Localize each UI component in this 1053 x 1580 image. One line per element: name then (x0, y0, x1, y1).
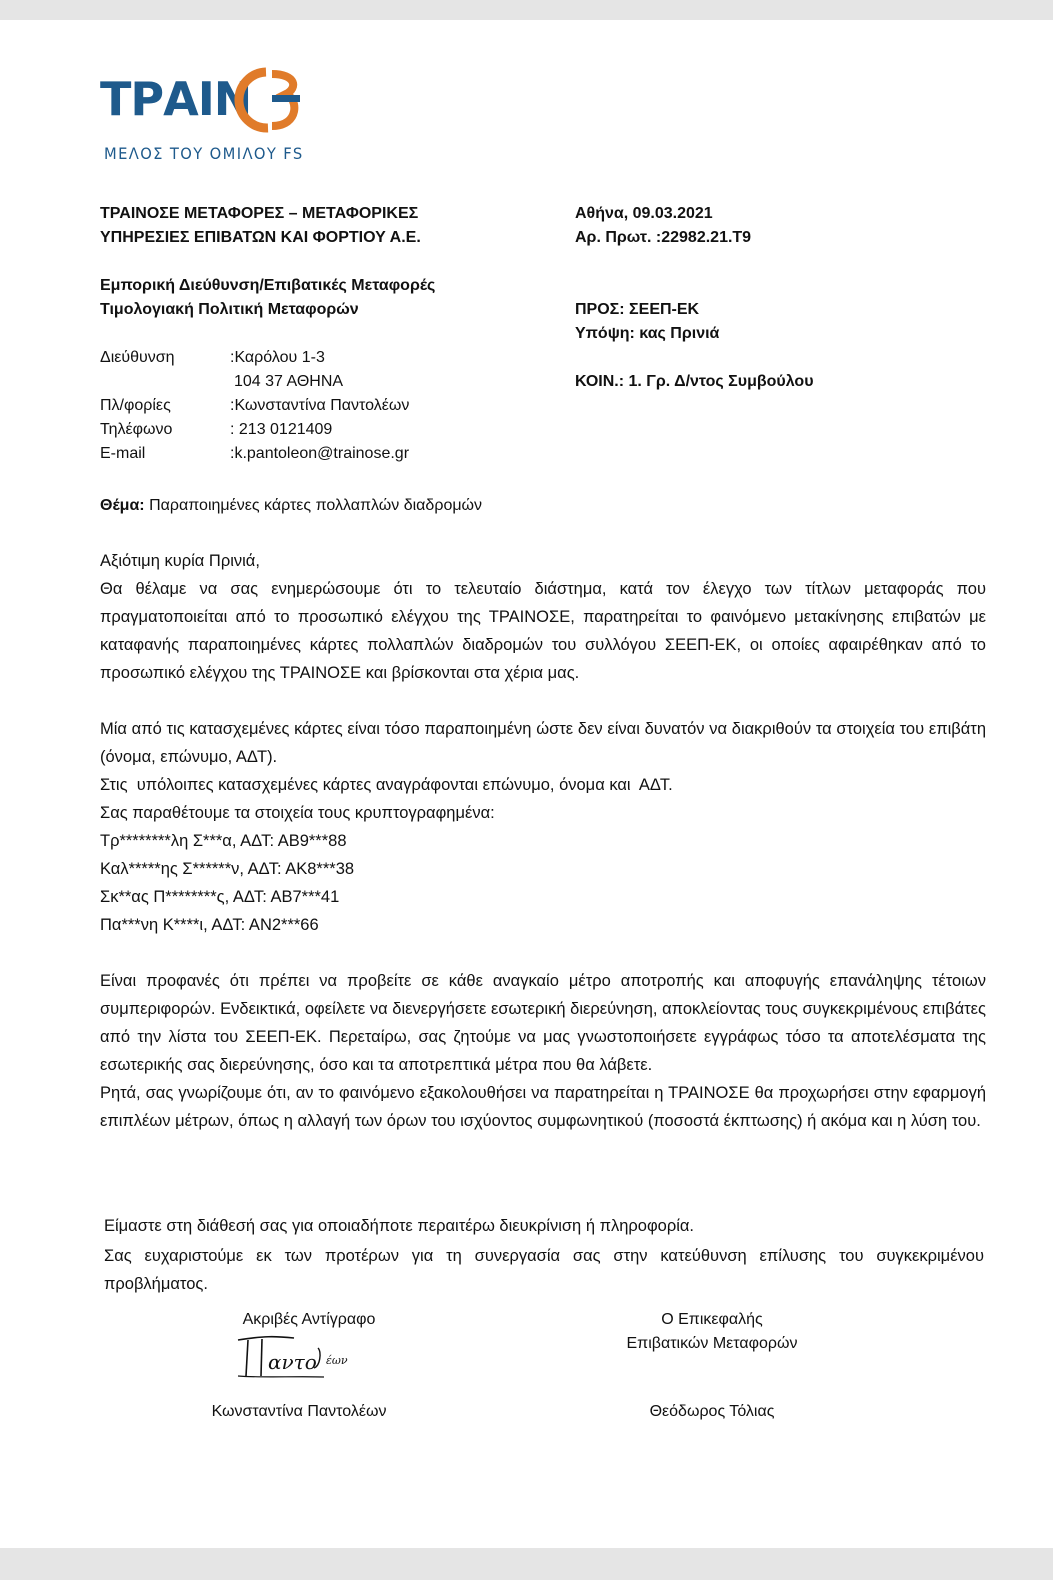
record-2: Καλ*****ης Σ******ν, ΑΔΤ: ΑΚ8***38 (100, 860, 355, 878)
left-signatory-name: Κωνσταντίνα Παντολέων (211, 1403, 387, 1420)
subject-text: Παραποιημένες κάρτες πολλαπλών διαδρομών (144, 497, 483, 514)
contact-row (100, 346, 409, 370)
thanks-note: Σας ευχαριστούμε εκ των προτέρων για τη συνεργασία σας στην κατεύθυνση επίλυσης του συγκεκριμένου προβλήματος. (104, 1247, 984, 1293)
company-logo (100, 66, 320, 166)
department-line-1: Εμπορική Διεύθυνση/Επιβατικές Μεταφορές (100, 277, 436, 294)
contact-details (100, 346, 409, 466)
paragraph-2: Μία από τις κατασχεμένες κάρτες είναι τόσο παραποιημένη ώστε δεν είναι δυνατόν να διακριθούν τα στοιχεία του επιβάτη (όνομα, επώνυμο, ΑΔΤ). (100, 720, 986, 766)
paragraph-5: Είναι προφανές ότι πρέπει να προβείτε σε κάθε αναγκαίο μέτρο αποτροπής και αποφυγής επανάληψης τέτοιων συμπεριφορών. Ενδεικτικά, οφείλετε να διενεργήσετε εσωτερική διερεύνηση, αποκλείοντας τους συγκεκριμένους επιβάτες από την λίστα του ΣΕΕΠ-ΕΚ. Περεταίρω, σας ζητούμε να μας γνωστοποιήσετε εγγράφως τόσο τα αποτελέσματα της εσωτερικής σας διερεύνησης, όσο και τα αποτρεπτικά μέτρα που θα λάβετε. (100, 972, 986, 1074)
handwritten-signature (234, 1330, 364, 1382)
logo-wordmark: ΤΡΑΙΝ (100, 72, 252, 126)
record-1: Τρ********λη Σ***α, ΑΔΤ: ΑΒ9***88 (100, 832, 347, 850)
closing-block (104, 1212, 984, 1298)
contact-label: Τηλέφωνο (100, 421, 173, 438)
company-line-2: ΥΠΗΡΕΣΙΕΣ ΕΠΙΒΑΤΩΝ ΚΑΙ ΦΟΡΤΙΟΥ Α.Ε. (100, 229, 421, 246)
sender-department (100, 274, 435, 322)
contact-row (100, 394, 409, 418)
date-and-protocol (575, 202, 751, 250)
contact-value: :Καρόλου 1-3 (230, 349, 325, 366)
contact-value: :k.pantoleon@trainose.gr (230, 445, 410, 462)
logo-subtitle: ΜΕΛΟΣ ΤΟΥ ΟΜΙΛΟΥ FS (104, 144, 304, 163)
protocol-number: Αρ. Πρωτ. :22982.21.Τ9 (575, 229, 752, 246)
left-signature-title: Ακριβές Αντίγραφο (242, 1311, 376, 1328)
right-signature-title (592, 1308, 832, 1356)
contact-row (100, 370, 409, 394)
letter-date: Αθήνα, 09.03.2021 (575, 205, 713, 222)
right-title-line-1: Ο Επικεφαλής (661, 1311, 763, 1328)
paragraph-3: Στις υπόλοιπες κατασχεμένες κάρτες αναγράφονται επώνυμο, όνομα και ΑΔΤ. (100, 776, 673, 794)
contact-label (100, 370, 234, 394)
right-title-line-2: Επιβατικών Μεταφορών (626, 1335, 798, 1352)
letter-body (100, 547, 986, 1135)
record-4: Πα***νη Κ****ι, ΑΔΤ: ΑΝ2***66 (100, 916, 319, 934)
attention-line: Υπόψη: κας Πρινιά (575, 325, 720, 342)
logo-ose-mark (232, 66, 304, 134)
contact-value: 104 37 ΑΘΗΝΑ (234, 373, 344, 390)
svg-text:αντο: αντο (268, 1350, 317, 1374)
contact-label: E-mail (100, 445, 146, 462)
subject-label: Θέμα: (100, 497, 145, 514)
record-3: Σκ**ας Π********ς, ΑΔΤ: ΑΒ7***41 (100, 888, 340, 906)
recipient: ΠΡΟΣ: ΣΕΕΠ-ΕΚ (575, 301, 700, 318)
paragraph-6: Ρητά, σας γνωρίζουμε ότι, αν το φαινόμενο εξακολουθήσει να παρατηρείται η ΤΡΑΙΝΟΣΕ θα προχωρήσει στην εφαρμογή επιπλέων μέτρων, όπως η αλλαγή των όρων του ισχύοντος συμφωνητικού (ποσοστά έκπτωσης) ή ακόμα και η λύση του. (100, 1084, 986, 1130)
paragraph-4: Σας παραθέτουμε τα στοιχεία τους κρυπτογραφημένα: (100, 804, 495, 822)
subject-line (100, 494, 482, 518)
contact-label: Διεύθυνση (100, 349, 175, 366)
availability-note: Είμαστε στη διάθεσή σας για οποιαδήποτε περαιτέρω διευκρίνιση ή πληροφορία. (104, 1217, 695, 1235)
contact-row (100, 442, 409, 466)
letter-page (0, 20, 1053, 1548)
right-signatory-name: Θεόδωρος Τόλιας (649, 1403, 775, 1420)
greeting: Αξιότιμη κυρία Πρινιά, (100, 552, 260, 570)
contact-label: Πλ/φορίες (100, 397, 171, 414)
sender-company (100, 202, 421, 250)
contact-value: :Κωνσταντίνα Παντολέων (230, 397, 410, 414)
contact-value: : 213 0121409 (230, 421, 333, 438)
svg-text:έων: έων (326, 1354, 348, 1367)
contact-row (100, 418, 409, 442)
company-line-1: ΤΡΑΙΝΟΣΕ ΜΕΤΑΦΟΡΕΣ – ΜΕΤΑΦΟΡΙΚΕΣ (100, 205, 419, 222)
cc-line: ΚΟΙΝ.: 1. Γρ. Δ/ντος Συμβούλου (575, 373, 814, 390)
recipient-block (575, 298, 814, 394)
paragraph-1: Θα θέλαμε να σας ενημερώσουμε ότι το τελευταίο διάστημα, κατά τον έλεγχο των τίτλων μεταφοράς που πραγματοποιείται από το προσωπικό ελέγχου της ΤΡΑΙΝΟΣΕ, παρατηρείται το φαινόμενο μετακίνησης επιβατών με καταφανής παραποιημένες κάρτες πολλαπλών διαδρομών του συλλόγου ΣΕΕΠ-ΕΚ, οι οποίες αφαιρέθηκαν από το προσωπικό ελέγχου της ΤΡΑΙΝΟΣΕ και βρίσκονται στα χέρια μας. (100, 580, 986, 682)
department-line-2: Τιμολογιακή Πολιτική Μεταφορών (100, 301, 359, 318)
